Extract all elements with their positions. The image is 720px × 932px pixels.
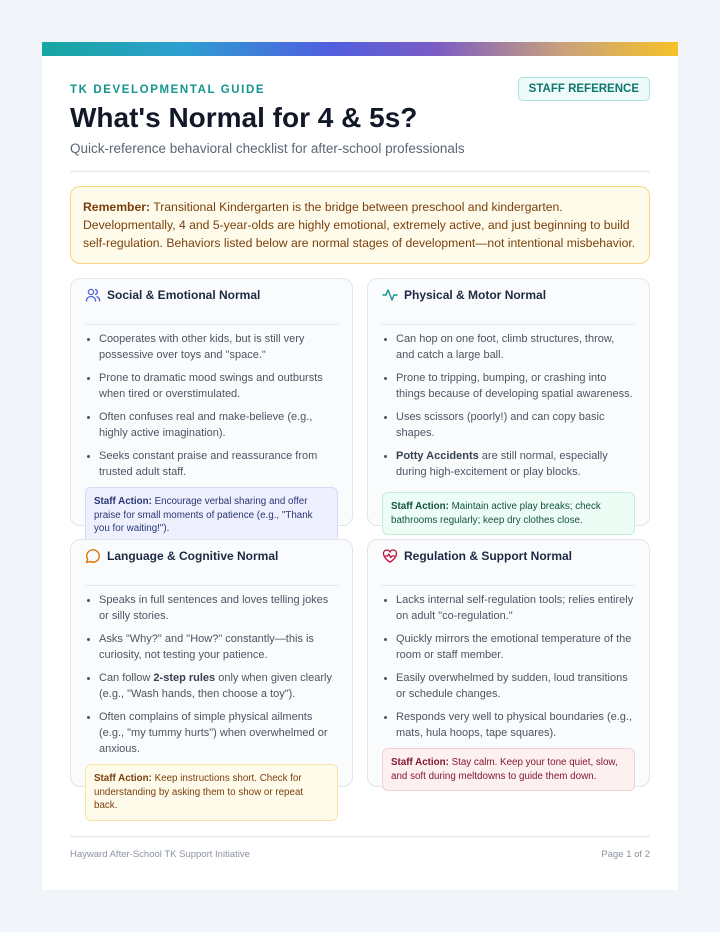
list-item [85,670,338,702]
page-title: What's Normal for 4 & 5s? [70,102,418,133]
card-regulation-support [367,539,650,787]
list-item-text: are still normal, especially during high-excitement or play blocks. [396,450,608,478]
physical-list [382,331,635,480]
staff-action-box [85,764,338,821]
list-item: Responds very well to physical boundaries (e.g., mats, hula hoops, tape squares). [382,709,635,741]
list-item: Asks "Why?" and "How?" constantly—this is curiosity, not testing your patience. [85,631,338,663]
card-physical-motor [367,278,650,526]
card-title: Social & Emotional Normal [107,287,261,302]
list-item: Often confuses real and make-believe (e.g., highly active imagination). [85,409,338,441]
list-item: Prone to tripping, bumping, or crashing into things because of developing spatial awareness. [382,370,635,402]
list-item: Uses scissors (poorly!) and can copy basic shapes. [382,409,635,441]
card-social-emotional [70,278,353,534]
list-item: Quickly mirrors the emotional temperature of the room or staff member. [382,631,635,663]
activity-icon [382,287,398,303]
staff-action-box [85,487,338,544]
gradient-top-bar [42,42,678,56]
footer-page-number: Page 1 of 2 [601,849,650,860]
speech-bubble-icon [85,548,101,564]
social-list [85,331,338,480]
list-item: Prone to dramatic mood swings and outbursts when tired or overstimulated. [85,370,338,402]
callout-text: Transitional Kindergarten is the bridge between preschool and kindergarten. Developmentally, 4 and 5-year-olds are highly emotional, extremely active, and just beginning to build self-regulation. Behaviors listed below are normal stages of development—not intentional misbehavior. [83,200,636,250]
card-header [382,548,635,586]
list-item: Can hop on one foot, climb structures, throw, and catch a large ball. [382,331,635,363]
card-title: Language & Cognitive Normal [107,548,279,563]
list-item: Easily overwhelmed by sudden, loud transitions or schedule changes. [382,670,635,702]
list-item-text: only when given clearly (e.g., "Wash hands, then choose a toy"). [99,672,332,700]
card-title: Physical & Motor Normal [404,287,547,302]
remember-callout [70,186,650,264]
list-item [382,448,635,480]
page-subtitle: Quick-reference behavioral checklist for after-school professionals [70,141,465,156]
list-item: Speaks in full sentences and loves telling jokes or silly stories. [85,592,338,624]
card-header [382,287,635,325]
staff-action-text: Keep instructions short. Check for understanding by asking them to show or repeat back. [94,773,304,811]
people-icon [85,287,101,303]
card-header [85,548,338,586]
list-item: Often complains of simple physical ailments (e.g., "my tummy hurts") when overwhelmed or anxious. [85,709,338,757]
language-list [85,592,338,757]
bold-term: Potty Accidents [396,450,479,462]
list-item: Cooperates with other kids, but is still very possessive over toys and "space." [85,331,338,363]
header-divider [70,171,650,172]
staff-action-label: Staff Action: [94,496,152,507]
callout-lead: Remember: [83,200,151,214]
staff-action-box [382,748,635,791]
list-item: Lacks internal self-regulation tools; relies entirely on adult "co-regulation." [382,592,635,624]
eyebrow-label: TK DEVELOPMENTAL GUIDE [70,84,266,96]
bold-term: 2-step rules [153,672,216,684]
document-page [42,42,678,890]
footer-divider [70,836,650,837]
staff-action-label: Staff Action: [391,757,449,768]
staff-action-label: Staff Action: [391,501,449,512]
regulation-list [382,592,635,741]
list-item: Seeks constant praise and reassurance from trusted adult staff. [85,448,338,480]
card-language-cognitive [70,539,353,811]
heart-pulse-icon [382,548,398,564]
staff-action-box [382,492,635,535]
staff-action-text: Encourage verbal sharing and offer praise for small moments of patience (e.g., "Thank you for waiting!"). [94,496,313,534]
list-item-text: Can follow [99,672,154,684]
staff-action-text: Maintain active play breaks; check bathrooms regularly; keep dry clothes close. [391,501,601,526]
footer-organization: Hayward After-School TK Support Initiative [70,849,250,860]
card-header [85,287,338,325]
card-title: Regulation & Support Normal [404,548,572,563]
staff-reference-badge: STAFF REFERENCE [518,77,650,101]
staff-action-text: Stay calm. Keep your tone quiet, slow, and soft during meltdowns to guide them down. [391,757,618,782]
staff-action-label: Staff Action: [94,773,152,784]
